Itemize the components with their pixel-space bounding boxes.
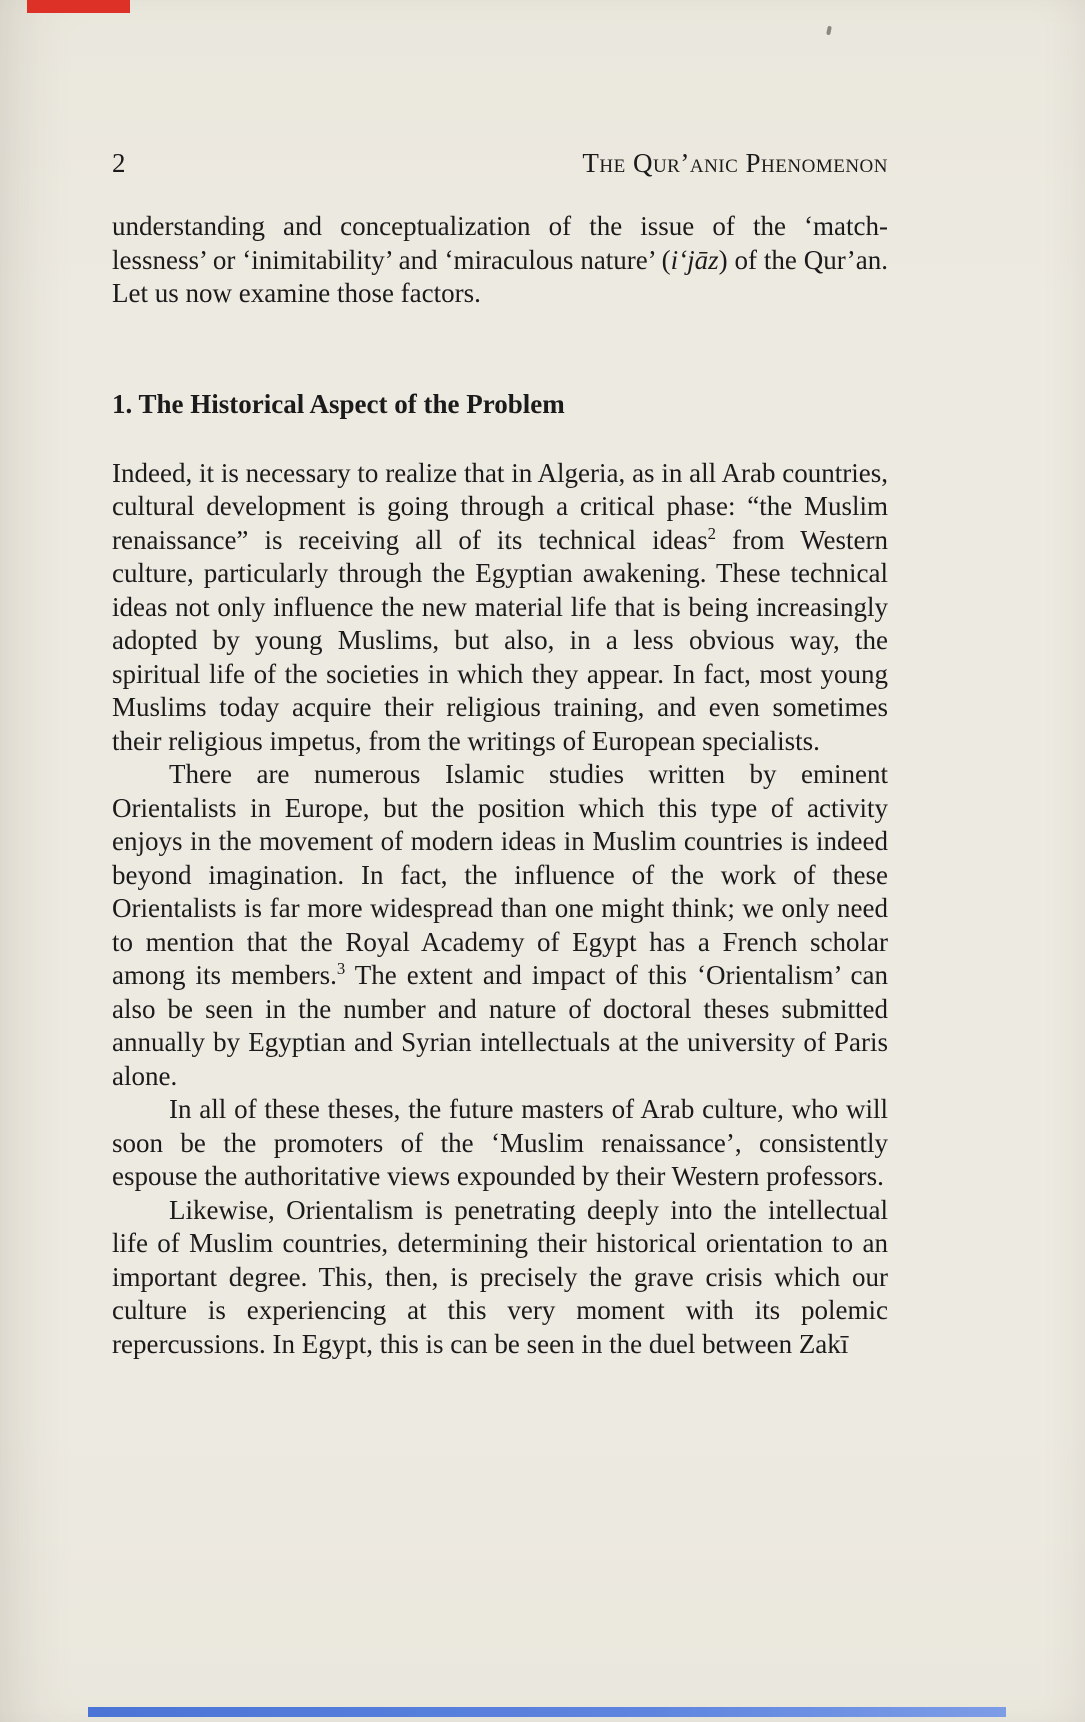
scan-speck: [826, 26, 832, 36]
page-text-block: [0, 146, 1085, 1361]
paragraph-2: There are numerous Islamic studies written by eminent Orientalists in Europe, but the position which this type of activity enjoys in the movement of modern ideas in Muslim countries is indeed beyond imagination. In fact, the influence of the work of these Orientalists is far more widespread than one might think; we only need to mention that the Royal Academy of Egypt has a French scholar among its members.$^3$ The extent and impact of this ‘Orientalism’ can also be seen in the number and nature of doctoral theses submitted annually by Egyptian and Syrian intellectuals at the university of Paris alone.: [112, 759, 888, 1091]
page-number: 2: [112, 148, 126, 178]
paragraph-1: Indeed, it is necessary to realize that in Algeria, as in all Arab countries, cultural development is going through a critical phase: “the Muslim renaissance” is receiving all of its technical ideas$^2$ from Western culture, particularly through the Egyptian awakening. These technical ideas not only influence the new material life that is being increasingly adopted by young Muslims, but also, in a less obvious way, the spiritual life of the societies in which they appear. In fact, most young Muslims today acquire their religious training, and even sometimes their religious impetus, from the writings of European specialists.: [112, 457, 888, 756]
intro-paragraph: understanding and conceptualization of the issue of the ‘match-lessness’ or ‘inimitability’ and ‘miraculous nature’ (i‘jāz) of the Qur’an. Let us now examine those factors.: [112, 211, 888, 308]
section-heading: 1. The Historical Aspect of the Problem: [112, 388, 565, 419]
paragraph-3: In all of these theses, the future masters of Arab culture, who will soon be the promoters of the ‘Muslim renaissance’, consistently espouse the authoritative views expounded by their Western professors.: [112, 1094, 888, 1191]
scan-artifact-blue-strip: [88, 1707, 1006, 1717]
page-header: [112, 146, 888, 180]
scan-artifact-red-strip: [27, 0, 130, 13]
paragraph-4: Likewise, Orientalism is penetrating deeply into the intellectual life of Muslim countries, determining their historical orientation to an important degree. This, then, is precisely the grave crisis which our culture is experiencing at this very moment with its polemic repercussions. In Egypt, this is can be seen in the duel between Zakī: [112, 1194, 888, 1359]
running-header: The Qur’anic Phenomenon: [582, 148, 888, 178]
